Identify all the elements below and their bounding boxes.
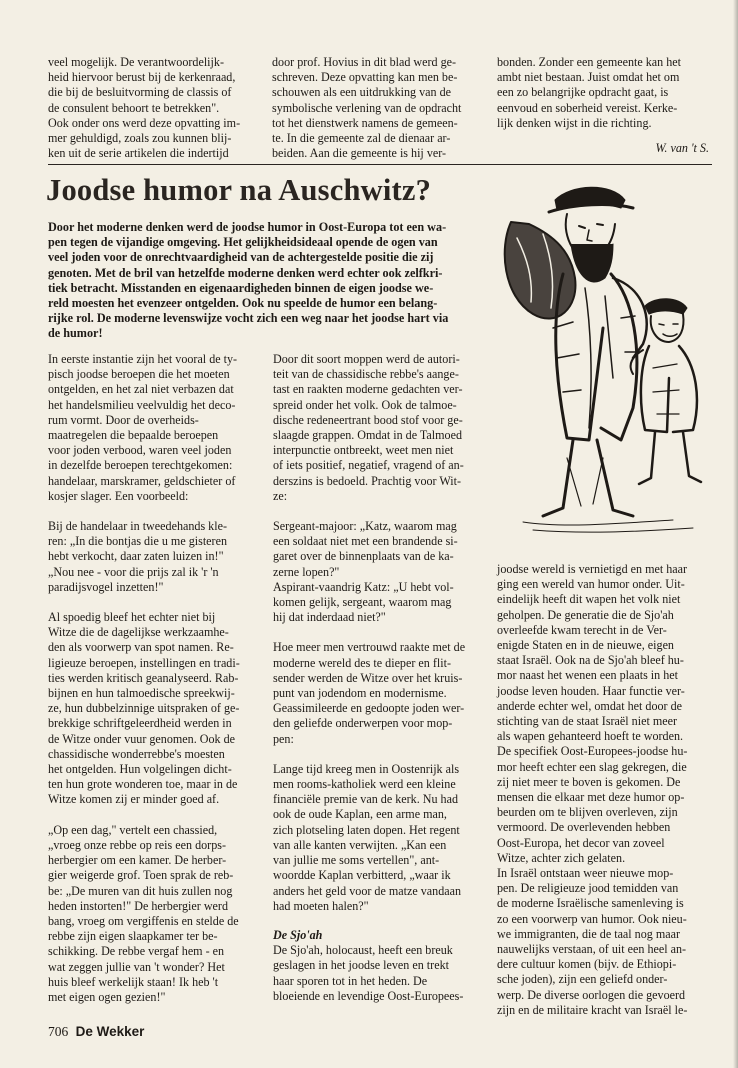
publication-name: De Wekker [75, 1024, 145, 1039]
article-column-1 [48, 352, 268, 1005]
author-signature: W. van 't S. [655, 141, 709, 156]
joke-paragraph: Sergeant-majoor: „Katz, waarom mag een soldaat niet met een brandende si- garet over de binnenplaats van de ka- zerne lopen?" Aspirant-vaandrig Katz: „U hebt vol- komen gelijk, sergeant, waarom mag hij dat inderdaad niet?" [273, 519, 458, 625]
joke-paragraph: „Op een dag," vertelt een chassied, „vroeg onze rebbe op reis een dorps- herbergier om een kamer. De herber- gier weigerde grof. Toen sprak de reb- be: „De muren van dit huis zullen nog heden instorten!" De herbergier werd bang, vroeg om vergiffenis en stelde de rebbe zijn eigen slaapkamer ter be- schikking. De rebbe vergaf hem - en wat zeggen jullie van 't wonder? Het huis bleef werkelijk staan! Ik heb 't met eigen ogen gezien!" [48, 822, 239, 1004]
article-column-3 [497, 562, 709, 1018]
previous-article-column-1 [48, 55, 268, 161]
joke-paragraph: Bij de handelaar in tweedehands kle- ren: „In die bontjas die u me gisteren hebt verkocht, daar zaten luizen in!" „Nou nee - voor die prijs zal ik 'r 'n paradijsvogel inzetten!" [48, 519, 227, 594]
paragraph: Door dit soort moppen werd de autori- teit van de chassidische rebbe's aange- tast en raakten moderne gedachten ver- spreid onder het volk. Ook de talmoe- dische redeneertrant bood stof voor ge- slaagde grappen. Omdat in de Talmoed interpunctie ontbreekt, weet men niet of iets positief, negatief, vragend of an- derszins is bedoeld. Prachtig voor Wit- ze: [273, 352, 464, 503]
paragraph: Hoe meer men vertrouwd raakte met de moderne wereld des te dieper en flit- sender werden de Witze over het kruis- punt van jodendom en modernisme. Geassimileerde en gedoopte joden wer- den geliefde onderwerpen voor mop- pen: [273, 640, 466, 746]
paragraph: De Sjo'ah, holocaust, heeft een breuk geslagen in het joodse leven en trekt haar sporen tot in het heden. De bloeiende en levendige Oost-Europees- [273, 943, 464, 1003]
page-footer [48, 1024, 144, 1040]
paragraph: In eerste instantie zijn het vooral de ty- pisch joodse beroepen die het moeten ontgelden, en het zal niet verbazen dat het handelsmilieu veelvuldig het deco- rum vormt. Door de overheids- maatregelen die bepaalde beroepen voor joden verbood, waren veel joden in dezelfde beroepen terechtgekomen: handelaar, marskramer, geldschieter of kosjer slager. Een voorbeeld: [48, 352, 238, 503]
previous-article-text: door prof. Hovius in dit blad werd ge- schreven. Deze opvatting kan men be- schouwen als een uitdrukking van de symbolische verlening van de opdracht tot het dienstwerk namens de gemeen- te. In die gemeente zal de dienaar ar- beiden. Aan die gemeente is hij ver- [272, 55, 462, 161]
article-lead: Door het moderne denken werd de joodse humor in Oost-Europa tot een wa- pen tegen de vijandige omgeving. Het gelijkheidsideaal opende de ogen van veel joden voor de onrechtvaardigheid van de achtergestelde positie die zij genoten. Met de bril van hetzelfde moderne denken werd echter ook zelfkri- tiek betracht. Misstanden en eigenaardigheden binnen de eigen joodse we- reld moesten het evenzeer ontgelden. Ook nu speelde de humor een belang- rijke rol. De moderne levenswijze vocht zich een weg naar het joodse hart via de humor! [48, 220, 449, 341]
page-edge-shadow [733, 0, 738, 1068]
paragraph: joodse wereld is vernietigd en met haar ging een wereld van humor onder. Uit- eindelijk heeft dit wapen het volk niet geholpen. De generatie die de Sjo'ah overleefde kwam terecht in de Ver- enigde Staten en in de nieuwe, eigen staat Israël. Ook na de Sjo'ah bleef hu- mor naast het wenen een plaats in het joodse leven houden. Haar functie ver- anderde echter wel, omdat het door de stichting van de staat Israël niet meer als wapen gehanteerd hoeft te worden. De specifiek Oost-Europees-joodse hu- mor heeft echter een slag gekregen, die zij niet meer te boven is gekomen. De mensen die elkaar met deze humor op- beurden om te blijven overleven, zijn vermoord. De overlevenden hebben Oost-Europa, het decor van zoveel Witze, achter zich gelaten. In Israël ontstaan weer nieuwe mop- pen. De religieuze jood temidden van de moderne Israëlische samenleving is zo een voorwerp van humor. Ook nieu- we immigranten, die de taal nog maar nauwelijks verstaan, of uit een heel an- dere cultuur komen (bijv. de Ethiopi- sche joden), zijn een geliefd onder- werp. De diverse oorlogen die gevoerd zijn en de militaire kracht van Israël le- [497, 562, 688, 1017]
page-number: 706 [48, 1024, 69, 1039]
subheading: De Sjo'ah [273, 927, 323, 942]
previous-article-column-2 [272, 55, 484, 161]
previous-article-text: veel mogelijk. De verantwoordelijk- heid hiervoor berust bij de kerkenraad, die bij de besluitvorming de classis of de consulent behoort te betrekken". Ook onder ons werd deze opvatting im- mer gehuldigd, zoals zou kunnen blij- ken uit de serie artikelen die indertijd [48, 55, 241, 161]
article-title: Joodse humor na Auschwitz? [46, 173, 432, 207]
previous-article-text: bonden. Zonder een gemeente kan het ambt niet bestaan. Juist omdat het om een zo belangrijke opdracht gaat, is eenvoud en soberheid vereist. Kerke- lijk denken wijst in die richting. [497, 55, 682, 130]
previous-article-column-3 [497, 55, 709, 156]
illustration-old-man-and-boy [493, 178, 715, 548]
paragraph: Al spoedig bleef het echter niet bij Witze die de dagelijkse werkzaamhe- den als voorwerp van spot namen. Re- ligieuze beroepen, instellingen en tradi- ties werden kritisch geanalyseerd. Rab- bijnen en hun talmoedische spreekwij- ze, hun dubbelzinnige uitspraken of ge- brekkige schriftgeleerdheid werden in de Witze onder vuur genomen. Ook de chassidische wonderrebbe's moesten het ontgelden. Hun volgelingen dicht- ten hun grote wonderen toe, maar in de Witze komen zij er minder goed af. [48, 610, 240, 807]
section-divider [48, 164, 712, 165]
article-column-2 [273, 352, 485, 1004]
joke-paragraph: Lange tijd kreeg men in Oostenrijk als men rooms-katholiek werd een kleine financiële premie van de kerk. Nu had ook de oude Kaplan, een arme man, zich plotseling laten dopen. Het regent van alle kanten verwijten. „Kan een van jullie me soms vertellen", ant- woordde Kaplan verbitterd, „waar ik anders het geld voor de matze vandaan had moeten halen?" [273, 761, 462, 913]
